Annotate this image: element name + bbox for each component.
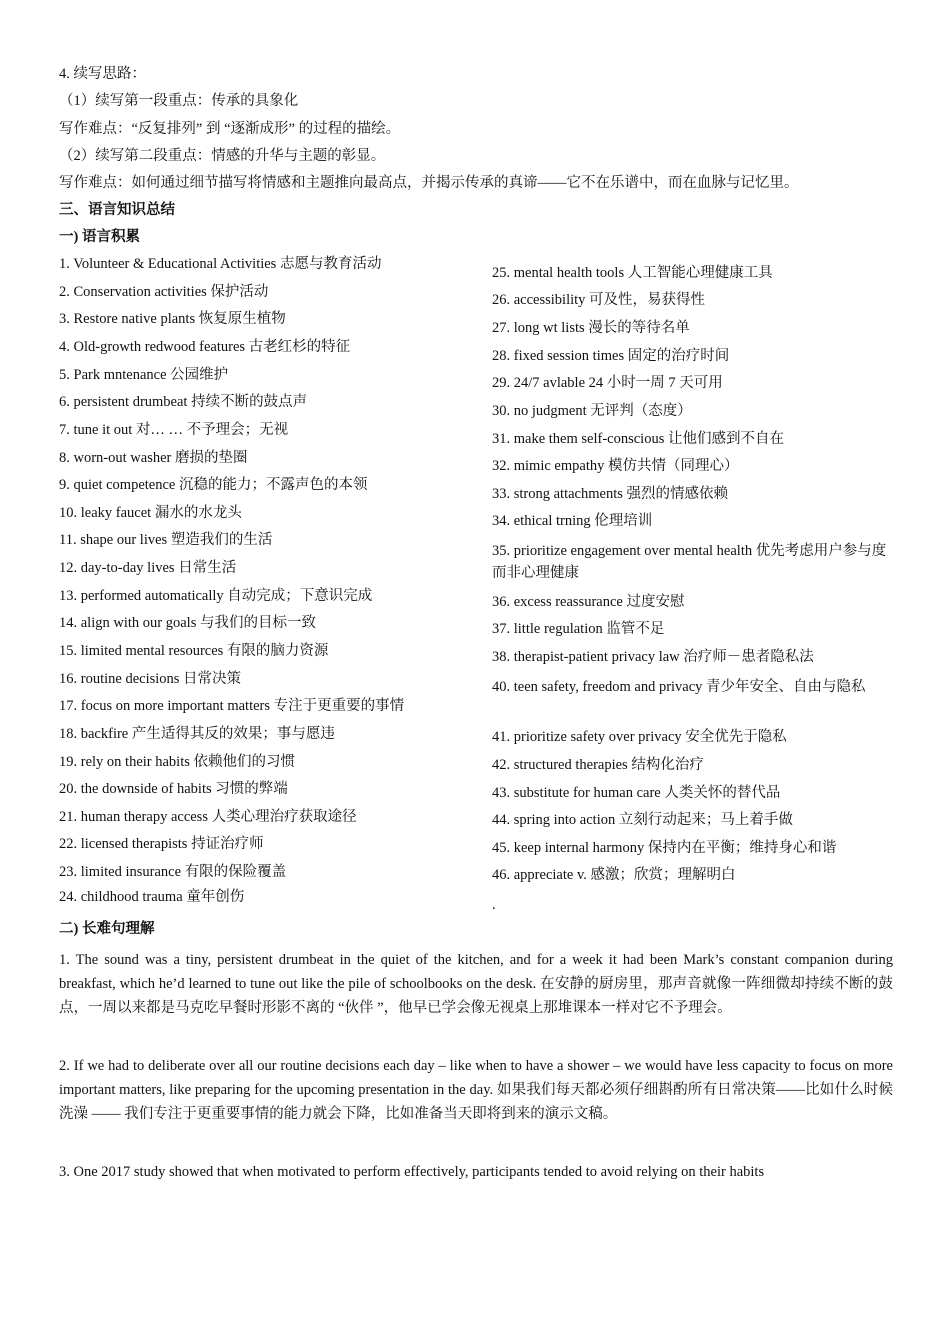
section-title: 三、语言知识总结 — [59, 202, 175, 218]
subsection-sentences-title: 二) 长难句理解 — [59, 921, 155, 937]
vocab-item: 19. rely on their habits 依赖他们的习惯 — [59, 754, 295, 770]
vocab-item: 36. excess reassurance 过度安慰 — [492, 594, 685, 610]
vocab-item: 32. mimic empathy 模仿共情（同理心） — [492, 458, 739, 474]
vocab-item: 35. prioritize engagement over mental health 优先考虑用户参与度而非心理健康 — [492, 543, 887, 581]
vocab-item: 25. mental health tools 人工智能心理健康工具 — [492, 265, 773, 281]
vocab-item: 41. prioritize safety over privacy 安全优先于隐私 — [492, 729, 787, 745]
vocab-item: 2. Conservation activities 保护活动 — [59, 284, 269, 300]
vocab-item: 24. childhood trauma 童年创伤 — [59, 889, 245, 905]
vocab-item: 23. limited insurance 有限的保险覆盖 — [59, 864, 287, 880]
vocab-item: 33. strong attachments 强烈的情感依赖 — [492, 486, 728, 502]
paragraph1-difficulty: 写作难点：“反复排列” 到 “逐渐成形” 的过程的描绘。 — [59, 121, 401, 137]
vocab-item: 14. align with our goals 与我们的目标一致 — [59, 615, 316, 631]
long-sentence-3: 3. One 2017 study showed that when motivated to perform effectively, participants tended to avoid relying on their habits — [59, 1164, 765, 1180]
vocab-item: 29. 24/7 avlable 24 小时一周 7 天可用 — [492, 375, 723, 391]
vocab-item: 20. the downside of habits 习惯的弊端 — [59, 781, 288, 797]
vocab-item: 6. persistent drumbeat 持续不断的鼓点声 — [59, 394, 308, 410]
vocab-item: 7. tune it out 对… … 不予理会；无视 — [59, 422, 289, 438]
long-sentence-1: 1. The sound was a tiny, persistent drumbeat in the quiet of the kitchen, and for a week it had been Mark’s constant companion during breakfast, which he’d learned to tune out like the pile of schoolbooks on the desk. 在安静的厨房里，那声音就像一阵细微却持续不断的鼓点，一周以来都是马克吃早餐时形影不离的 “伙伴 ”，他早已学会像无视桌上那堆课本一样对它不予理会。 — [59, 952, 893, 1016]
paragraph1-focus: （1）续写第一段重点：传承的具象化 — [59, 93, 299, 109]
paragraph2-difficulty: 写作难点：如何通过细节描写将情感和主题推向最高点，并揭示传承的真谛——它不在乐谱中，而在血脉与记忆里。 — [59, 175, 799, 191]
vocab-item: 34. ethical trning 伦理培训 — [492, 513, 653, 529]
vocab-item: 3. Restore native plants 恢复原生植物 — [59, 311, 286, 327]
vocab-item: 18. backfire 产生适得其反的效果；事与愿违 — [59, 726, 335, 742]
vocab-item: 45. keep internal harmony 保持内在平衡；维持身心和谐 — [492, 840, 837, 856]
subsection-vocabulary-title: 一) 语言积累 — [59, 229, 140, 245]
vocab-item-trailing-dot: . — [492, 897, 496, 913]
vocab-item: 4. Old-growth redwood features 古老红杉的特征 — [59, 339, 351, 355]
vocab-item: 46. appreciate v. 感激；欣赏；理解明白 — [492, 867, 736, 883]
vocab-item: 31. make them self-conscious 让他们感到不自在 — [492, 431, 784, 447]
vocab-item: 15. limited mental resources 有限的脑力资源 — [59, 643, 329, 659]
vocab-item: 12. day-to-day lives 日常生活 — [59, 560, 237, 576]
vocab-item: 44. spring into action 立刻行动起来；马上着手做 — [492, 812, 793, 828]
vocab-item: 42. structured therapies 结构化治疗 — [492, 757, 704, 773]
vocab-item: 11. shape our lives 塑造我们的生活 — [59, 532, 273, 548]
vocab-item: 5. Park mntenance 公园维护 — [59, 367, 229, 383]
vocab-item: 10. leaky faucet 漏水的水龙头 — [59, 505, 242, 521]
vocab-item: 17. focus on more important matters 专注于更重要的事情 — [59, 698, 405, 714]
vocab-item: 8. worn-out washer 磨损的垫圈 — [59, 450, 248, 466]
vocab-item: 28. fixed session times 固定的治疗时间 — [492, 348, 730, 364]
vocab-item: 1. Volunteer & Educational Activities 志愿与教育活动 — [59, 256, 382, 272]
continuation-heading: 4. 续写思路： — [59, 66, 146, 82]
vocab-item: 27. long wt lists 漫长的等待名单 — [492, 320, 690, 336]
vocab-item: 16. routine decisions 日常决策 — [59, 671, 242, 687]
vocab-item: 22. licensed therapists 持证治疗师 — [59, 836, 264, 852]
vocab-item: 9. quiet competence 沉稳的能力；不露声色的本领 — [59, 477, 368, 493]
vocab-item: 21. human therapy access 人类心理治疗获取途径 — [59, 809, 357, 825]
vocab-item: 38. therapist-patient privacy law 治疗师－患者隐私法 — [492, 649, 814, 665]
paragraph2-focus: （2）续写第二段重点：情感的升华与主题的彰显。 — [59, 148, 386, 164]
vocab-item: 26. accessibility 可及性，易获得性 — [492, 292, 706, 308]
vocab-item: 37. little regulation 监管不足 — [492, 621, 665, 637]
long-sentence-2: 2. If we had to deliberate over all our routine decisions each day – like when to have a shower – we would have less capacity to focus on more important matters, like preparing for the upcoming presentation in the day. 如果我们每天都必须仔细斟酌所有日常决策——比如什么时候洗澡 —— 我们专注于更重要事情的能力就会下降，比如准备当天即将到来的演示文稿。 — [59, 1058, 893, 1122]
vocab-item: 40. teen safety, freedom and privacy 青少年安全、自由与隐私 — [492, 679, 866, 695]
vocab-item: 43. substitute for human care 人类关怀的替代品 — [492, 785, 781, 801]
vocab-item: 30. no judgment 无评判（态度） — [492, 403, 692, 419]
vocab-item: 13. performed automatically 自动完成；下意识完成 — [59, 588, 373, 604]
